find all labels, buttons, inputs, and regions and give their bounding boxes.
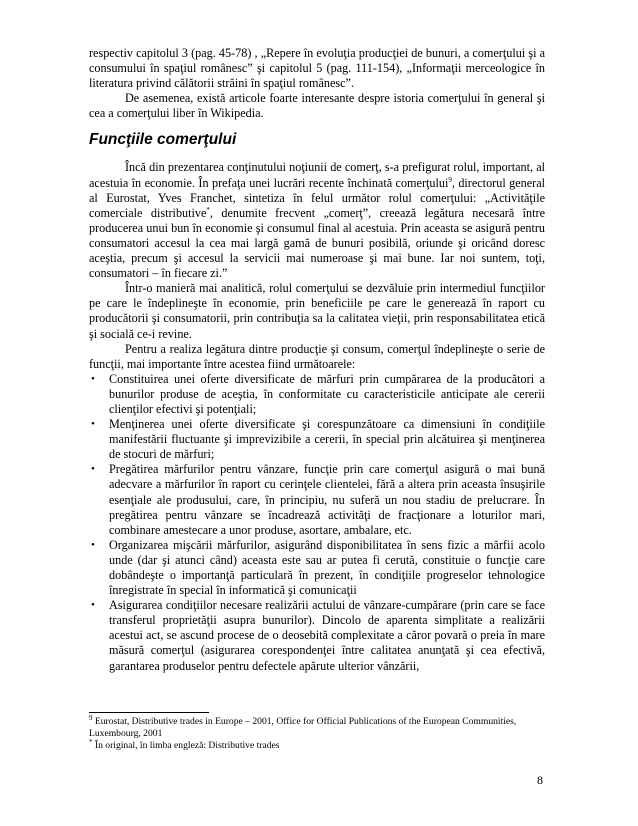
list-item-text: Menţinerea unei oferte diversificate şi corespunzătoare ca dimensiuni în condiţiile manifestării fluctuante şi imprevizibile a cererii, în special prin alcătuirea şi menţinerea de stocuri de mărfuri; — [109, 417, 545, 462]
list-item-text: Organizarea mişcării mărfurilor, asigurând disponibilitatea în sens fizic a mărfii acolo unde (dar şi atunci când) aceasta este sau ar putea fi cerută, constituie o funcţie care dobândeşte o importanţă particulară în prezent, în condiţiile progreselor tehnologice înregistrate în special în informatică şi comunicaţii — [109, 537, 545, 598]
footnote — [89, 713, 545, 740]
body-text — [89, 46, 545, 674]
footnote-text: Eurostat, Distributive trades in Europe – 2001, Office for Official Publications of the European Communities, Luxembourg, 2001 — [89, 716, 517, 740]
paragraph: respectiv capitolul 3 (pag. 45-78) , „Repere în evoluţia producţiei de bunuri, a comerţului şi a consumului în spaţiul românesc” şi capitolul 5 (pag. 111-154), „Informaţii merceologice în literatura privind călătorii străini în spaţiul românesc”. — [89, 46, 545, 91]
list-item-text: Constituirea unei oferte diversificate de mărfuri prin cumpărarea de la producători a bunurilor produse de aceştia, în conformitate cu caracteristicile anticipate ale cererii clienţilor efectivi şi potenţiali; — [109, 371, 545, 416]
list-item — [89, 598, 545, 673]
footnote-marker: 9 — [89, 713, 93, 722]
functions-list — [89, 372, 545, 674]
paragraph — [89, 160, 545, 281]
bullet-icon: • — [91, 372, 95, 385]
footnote-divider — [89, 712, 209, 713]
footnote — [89, 740, 545, 752]
list-item — [89, 417, 545, 462]
paragraph: Pentru a realiza legătura dintre producţie şi consum, comerţul îndeplineşte o serie de funcţii, mai importante între acestea fiind următoarele: — [89, 341, 545, 371]
footnote-ref: 9 — [448, 175, 452, 184]
bullet-icon: • — [91, 418, 95, 431]
list-item-text: Asigurarea condiţiilor necesare realizării actului de vânzare-cumpărare (prin care se face transferul proprietăţii asupra bunurilor). Dincolo de aparenta simplitate a realizării acestui act, se ascund procese de o deosebită complexitate a căror povară o preia în mare măsură comerţul (asigurarea corespondenţei între calitatea anunţată şi cea efectivă, garantarea produselor pentru defectele apărute ulterior vânzării, — [109, 598, 545, 673]
footnote-marker: * — [89, 738, 93, 747]
list-item — [89, 372, 545, 417]
paragraph: Într-o manieră mai analitică, rolul comerţului se dezvăluie prin intermediul funcţiilor pe care le îndeplineşte în economie, prin beneficiile pe care le generează în raport cu producătorii şi consumatorii, prin contribuţia sa la calitatea vieţii, prin responsabilitatea etică şi socială ce-i revine. — [89, 281, 545, 341]
section-heading: Funcţiile comerţului — [89, 131, 237, 149]
list-item — [89, 538, 545, 598]
bullet-icon: • — [91, 538, 95, 551]
footnote-text: În original, în limba engleză: Distributive trades — [92, 740, 280, 752]
paragraph: De asemenea, există articole foarte interesante despre istoria comerţului în general şi cea a comerţului liber în Wikipedia. — [89, 91, 545, 121]
text-run: , denumite frecvent „comerţ”, creează legătura necesară între producerea unui bun în economie şi consumul final al acestuia. Prin aceasta se asigură pentru consumatori accesul la cea mai largă gamă de bunuri posibilă, oriunde şi oricând doresc aceştia, precum şi accesul la servicii mai numeroase şi mai bune. Iar noi suntem, toţi, consumatori – în fiecare zi.” — [89, 205, 545, 281]
list-item-text: Pregătirea mărfurilor pentru vânzare, funcţie prin care comerţul asigură o mai bună adecvare a mărfurilor în raport cu cerinţele clientelei, fără a altera prin aceasta însuşirile esenţiale ale produsului, care, în principiu, nu suferă un nou stadiu de prelucrare. În pregătirea pentru vânzare se încadrează activităţi de fracţionare a loturilor mari, combinare amestecare a unor produse, asortare, ambalare, etc. — [109, 462, 545, 537]
footnotes — [89, 713, 545, 753]
text-run: , directorul general al Eurostat, Yves Franchet, sintetiza în felul următor rolul comerţului: „Activităţile comerciale distributive — [89, 175, 545, 220]
text-run: Încă din prezentarea conţinutului noţiunii de comerţ, s-a prefigurat rolul, important, al acestuia în economie. În prefaţa unei lucrări recente închinată comerţului — [89, 160, 545, 190]
list-item — [89, 462, 545, 537]
footnote-ref: * — [206, 205, 210, 214]
bullet-icon: • — [91, 599, 95, 612]
page-number: 8 — [537, 773, 543, 787]
bullet-icon: • — [91, 463, 95, 476]
